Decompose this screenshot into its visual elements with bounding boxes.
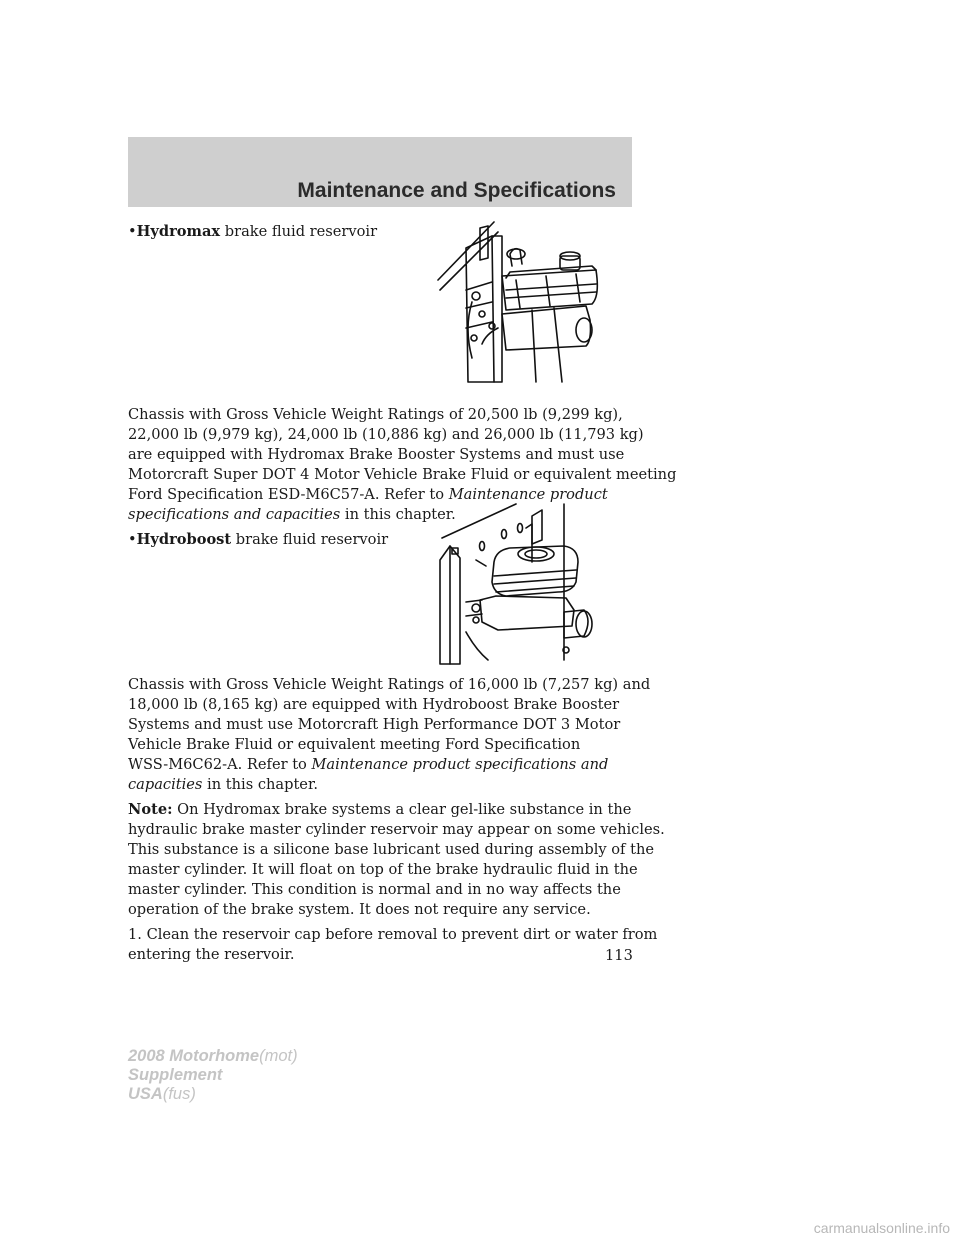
para1-line1: Chassis with Gross Vehicle Weight Ratings of 20,500 lb (9,299 kg), [128, 406, 623, 423]
bullet-hydroboost [128, 530, 388, 550]
para2-line5-text: WSS-M6C62-A. Refer to [128, 756, 312, 773]
footer-model-code: (mot) [259, 1047, 298, 1065]
document-footer [128, 1047, 298, 1104]
note-text: On Hydromax brake systems a clear gel-like substance in the [177, 801, 632, 818]
note-line2: hydraulic brake master cylinder reservoir may appear on some vehicles. [128, 821, 665, 838]
bullet-mark: • [128, 223, 137, 240]
section-header-band [128, 137, 632, 207]
para1-reference-cont: specifications and capacities [128, 506, 341, 523]
para1-line2: 22,000 lb (9,979 kg), 24,000 lb (10,886 kg) and 26,000 lb (11,793 kg) [128, 426, 644, 443]
bullet-text: brake fluid reservoir [235, 531, 389, 548]
para1-line6-text: in this chapter. [340, 506, 456, 523]
bullet-hydromax [128, 222, 377, 242]
para2-line6-text: in this chapter. [202, 776, 318, 793]
para1-line6 [128, 505, 456, 525]
para1-line4: Motorcraft Super DOT 4 Motor Vehicle Brake Fluid or equivalent meeting [128, 466, 677, 483]
bullet-term: Hydromax [136, 223, 221, 240]
hydroboost-reservoir-illustration [436, 500, 596, 666]
step1-line2: entering the reservoir. [128, 946, 295, 963]
para1-reference: Maintenance product [448, 486, 608, 503]
hydromax-reservoir-illustration [436, 218, 606, 386]
footer-line1 [128, 1047, 298, 1066]
para1-line5-text: Ford Specification ESD-M6C57-A. Refer to [128, 486, 449, 503]
note-line4: master cylinder. It will float on top of the brake hydraulic fluid in the [128, 861, 638, 878]
footer-model: 2008 Motorhome [128, 1047, 260, 1065]
watermark-text: carmanualsonline.info [813, 1220, 950, 1236]
para1-line3: are equipped with Hydromax Brake Booster Systems and must use [128, 446, 625, 463]
footer-line2: Supplement [128, 1066, 223, 1084]
para2-line3: Systems and must use Motorcraft High Performance DOT 3 Motor [128, 716, 621, 733]
para2-line1: Chassis with Gross Vehicle Weight Ratings of 16,000 lb (7,257 kg) and [128, 676, 651, 693]
para2-line2: 18,000 lb (8,165 kg) are equipped with Hydroboost Brake Booster [128, 696, 620, 713]
note-line6: operation of the brake system. It does not require any service. [128, 901, 591, 918]
page-number: 113 [605, 947, 633, 964]
step1-line1: 1. Clean the reservoir cap before removal to prevent dirt or water from [128, 926, 658, 943]
section-title: Maintenance and Specifications [297, 179, 616, 202]
bullet-text: brake fluid reservoir [224, 223, 378, 240]
para2-line4: Vehicle Brake Fluid or equivalent meeting Ford Specification [128, 736, 581, 753]
note-line3: This substance is a silicone base lubricant used during assembly of the [128, 841, 655, 858]
footer-market-code: (fus) [162, 1085, 196, 1103]
para2-reference: Maintenance product specifications and [311, 756, 609, 773]
note-line1 [128, 800, 631, 820]
para2-reference-cont: capacities [128, 776, 203, 793]
footer-market: USA [128, 1085, 163, 1103]
footer-line3 [128, 1085, 298, 1104]
note-line5: master cylinder. This condition is normal and in no way affects the [128, 881, 621, 898]
bullet-mark: • [128, 531, 137, 548]
para2-line5 [128, 755, 608, 775]
para2-line6 [128, 775, 318, 795]
note-label: Note: [128, 801, 173, 818]
bullet-term: Hydroboost [136, 531, 232, 548]
